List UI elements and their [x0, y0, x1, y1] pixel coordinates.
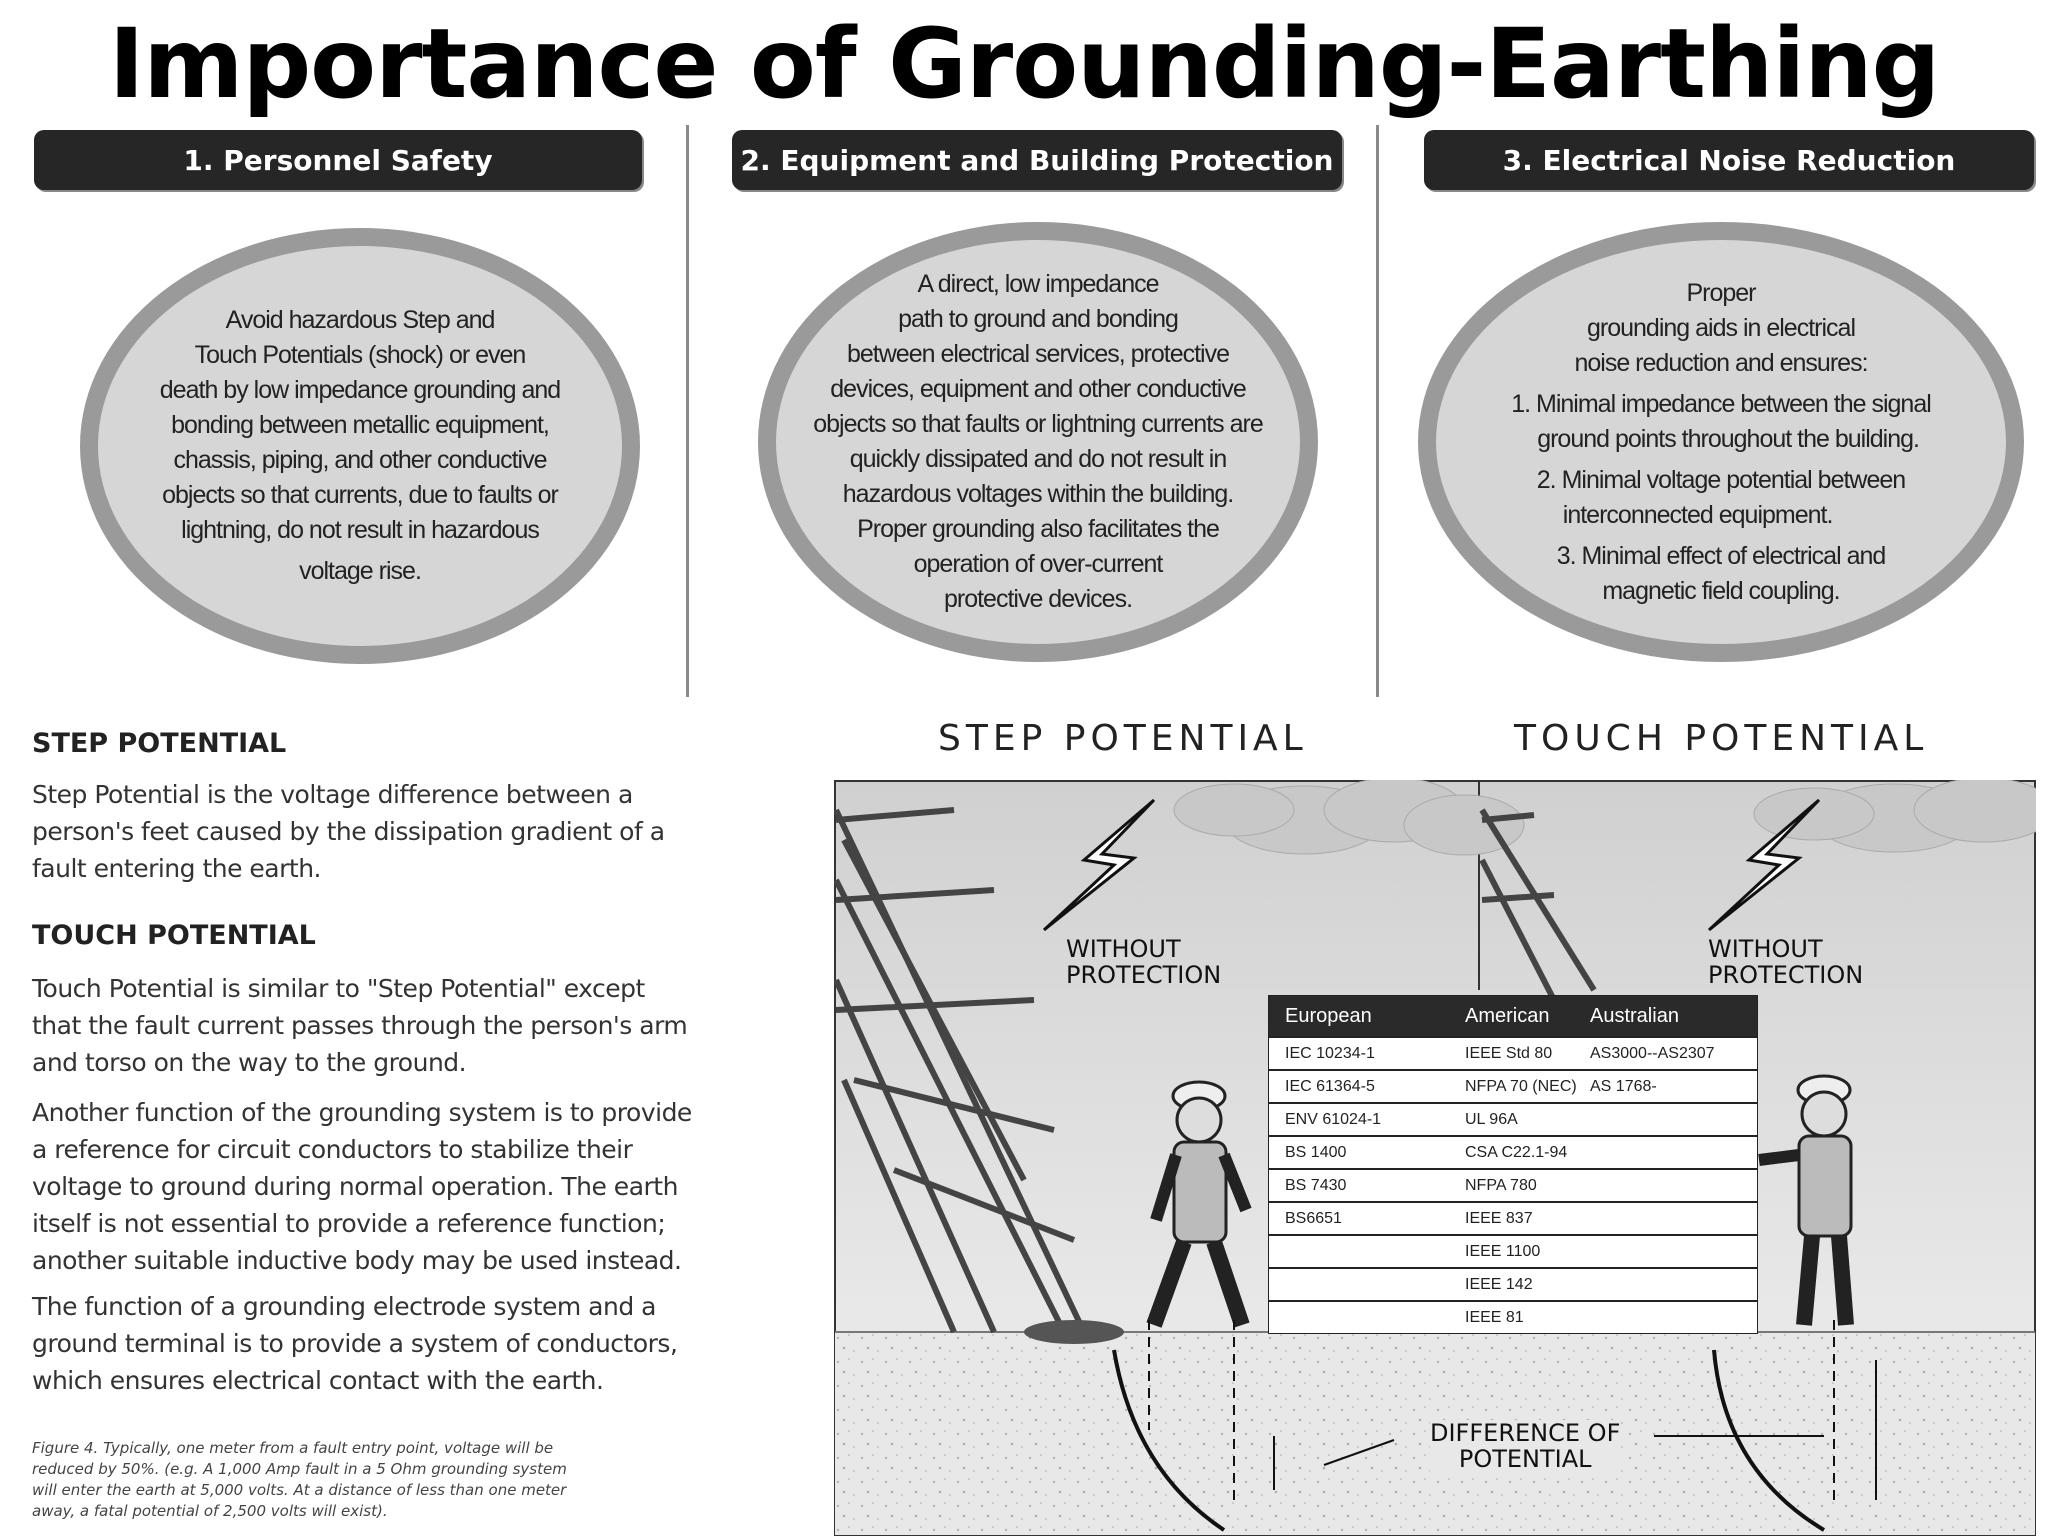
- oval-text-line: Proper: [1686, 278, 1756, 307]
- text-line: that the fault current passes through the person's arm: [32, 1011, 688, 1040]
- table-cell: IEEE 142: [1465, 1275, 1533, 1293]
- oval-text-line: between electrical services, protective: [846, 340, 1230, 368]
- text-line: voltage to ground during normal operation. The earth: [32, 1172, 678, 1201]
- table-row: [1269, 1300, 1757, 1333]
- noise-reduction-oval: [1418, 222, 2024, 662]
- caption-line: reduced by 50%. (e.g. A 1,000 Amp fault in a 5 Ohm grounding system: [32, 1460, 567, 1478]
- text-line: another suitable inductive body may be used instead.: [32, 1246, 682, 1275]
- equipment-protection-oval: [758, 222, 1318, 662]
- table-header-row: [1269, 996, 1757, 1036]
- oval-list-item: [1537, 463, 1905, 533]
- difference-of-potential-label: [1430, 1420, 1620, 1472]
- table-row: [1269, 1102, 1757, 1135]
- table-cell: IEC 10234-1: [1285, 1044, 1375, 1062]
- oval-text-line: Touch Potentials (shock) or even: [194, 341, 526, 369]
- oval-text-line: magnetic field coupling.: [1602, 576, 1840, 605]
- oval-text-line: objects so that faults or lightning currents are: [813, 410, 1263, 438]
- label-line: PROTECTION: [1066, 961, 1222, 989]
- oval-text-line: quickly dissipated and do not result in: [849, 445, 1227, 473]
- oval-text-line: 1. Minimal impedance between the signal: [1511, 389, 1931, 418]
- text-line: ground terminal is to provide a system of conductors,: [32, 1329, 678, 1358]
- table-cell: NFPA 70 (NEC): [1465, 1077, 1577, 1095]
- caption-line: away, a fatal potential of 2,500 volts will exist).: [32, 1502, 388, 1520]
- oval-text-line: 2. Minimal voltage potential between: [1536, 465, 1906, 494]
- table-cell: BS6651: [1285, 1209, 1342, 1227]
- label-line: PROTECTION: [1708, 961, 1864, 989]
- caption-line: will enter the earth at 5,000 volts. At a distance of less than one meter: [32, 1481, 567, 1499]
- table-row: [1269, 1201, 1757, 1234]
- oval-text-line: hazardous voltages within the building.: [842, 480, 1234, 508]
- table-cell: AS3000--AS2307: [1590, 1044, 1715, 1062]
- oval-text-line: chassis, piping, and other conductive: [173, 446, 547, 474]
- touch-potential-label: TOUCH POTENTIAL: [1514, 718, 1929, 759]
- oval-text-line: grounding aids in electrical: [1586, 313, 1855, 342]
- oval-text-line: objects so that currents, due to faults or: [162, 481, 558, 509]
- column-header: American: [1465, 1004, 1550, 1027]
- table-cell: CSA C22.1-94: [1465, 1143, 1568, 1161]
- oval-text-line: voltage rise.: [299, 557, 421, 585]
- personnel-safety-oval: [80, 228, 640, 664]
- table-row: [1269, 1267, 1757, 1300]
- oval-text-line: devices, equipment and other conductive: [830, 375, 1246, 403]
- text-line: person's feet caused by the dissipation gradient of a: [32, 817, 665, 846]
- table-cell: BS 1400: [1285, 1143, 1347, 1161]
- oval-text-line: interconnected equipment.: [1562, 500, 1833, 529]
- standards-table: [1268, 995, 1758, 1334]
- section-header-personnel-safety: 1. Personnel Safety: [34, 130, 642, 190]
- text-line: fault entering the earth.: [32, 854, 322, 883]
- table-cell: NFPA 780: [1465, 1176, 1537, 1194]
- without-protection-label: [1708, 936, 1863, 988]
- oval-text-line: Proper grounding also facilitates the: [857, 515, 1219, 543]
- figure-caption: [32, 1438, 752, 1522]
- step-potential-label: STEP POTENTIAL: [938, 718, 1308, 759]
- oval-text-line: ground points throughout the building.: [1537, 424, 1919, 453]
- oval-text-line: A direct, low impedance: [917, 270, 1159, 298]
- section-header-noise-reduction: 3. Electrical Noise Reduction: [1424, 130, 2034, 190]
- text-line: The function of a grounding electrode system and a: [32, 1292, 656, 1321]
- table-cell: IEEE Std 80: [1465, 1044, 1553, 1062]
- tower-footing: [1024, 1320, 1124, 1344]
- label-line: POTENTIAL: [1458, 1445, 1592, 1473]
- page-title: Importance of Grounding-Earthing: [108, 8, 1940, 120]
- text-line: Touch Potential is similar to "Step Potential" except: [32, 974, 645, 1003]
- text-line: itself is not essential to provide a reference function;: [32, 1209, 666, 1238]
- oval-list-item: [1511, 387, 1931, 457]
- electrode-system-body: [32, 1288, 822, 1399]
- table-cell: AS 1768-: [1590, 1077, 1657, 1095]
- table-row: [1269, 1168, 1757, 1201]
- oval-text-line: death by low impedance grounding and: [159, 376, 561, 404]
- oval-text-line: Avoid hazardous Step and: [225, 306, 495, 334]
- table-cell: IEEE 81: [1465, 1308, 1524, 1326]
- reference-function-body: [32, 1094, 822, 1279]
- column-header: Australian: [1590, 1004, 1679, 1027]
- caption-line: Figure 4. Typically, one meter from a fault entry point, voltage will be: [32, 1439, 554, 1457]
- label-line: WITHOUT: [1066, 935, 1181, 963]
- label-line: DIFFERENCE OF: [1430, 1419, 1621, 1447]
- step-potential-heading: STEP POTENTIAL: [32, 728, 287, 759]
- text-line: which ensures electrical contact with the earth.: [32, 1366, 604, 1395]
- table-cell: IEC 61364-5: [1285, 1077, 1375, 1095]
- table-cell: BS 7430: [1285, 1176, 1347, 1194]
- table-row: [1269, 1135, 1757, 1168]
- oval-text-line: operation of over-current: [913, 550, 1163, 578]
- table-cell: IEEE 1100: [1465, 1242, 1541, 1260]
- without-protection-label: [1066, 936, 1221, 988]
- oval-text-line: bonding between metallic equipment,: [171, 411, 549, 439]
- touch-potential-body: [32, 970, 812, 1081]
- oval-text-line: protective devices.: [943, 585, 1133, 613]
- table-cell: ENV 61024-1: [1285, 1110, 1382, 1128]
- oval-text-line: path to ground and bonding: [898, 305, 1178, 333]
- oval-text-line: 3. Minimal effect of electrical and: [1556, 541, 1886, 570]
- touch-potential-heading: TOUCH POTENTIAL: [32, 920, 316, 951]
- oval-text-line: lightning, do not result in hazardous: [181, 516, 539, 544]
- table-row: [1269, 1036, 1757, 1069]
- text-line: Step Potential is the voltage difference between a: [32, 780, 633, 809]
- section-header-equipment-protection: 2. Equipment and Building Protection: [732, 130, 1342, 190]
- step-potential-body: [32, 776, 812, 887]
- column-divider: [686, 125, 689, 697]
- text-line: Another function of the grounding system is to provide: [32, 1098, 692, 1127]
- table-row: [1269, 1069, 1757, 1102]
- text-line: a reference for circuit conductors to stabilize their: [32, 1135, 633, 1164]
- column-divider: [1376, 125, 1379, 697]
- column-header: European: [1285, 1004, 1372, 1027]
- oval-list-item: [1557, 539, 1886, 609]
- table-cell: UL 96A: [1465, 1110, 1518, 1128]
- table-row: [1269, 1234, 1757, 1267]
- label-line: WITHOUT: [1708, 935, 1823, 963]
- oval-text-line: noise reduction and ensures:: [1574, 348, 1868, 377]
- text-line: and torso on the way to the ground.: [32, 1048, 467, 1077]
- table-cell: IEEE 837: [1465, 1209, 1533, 1227]
